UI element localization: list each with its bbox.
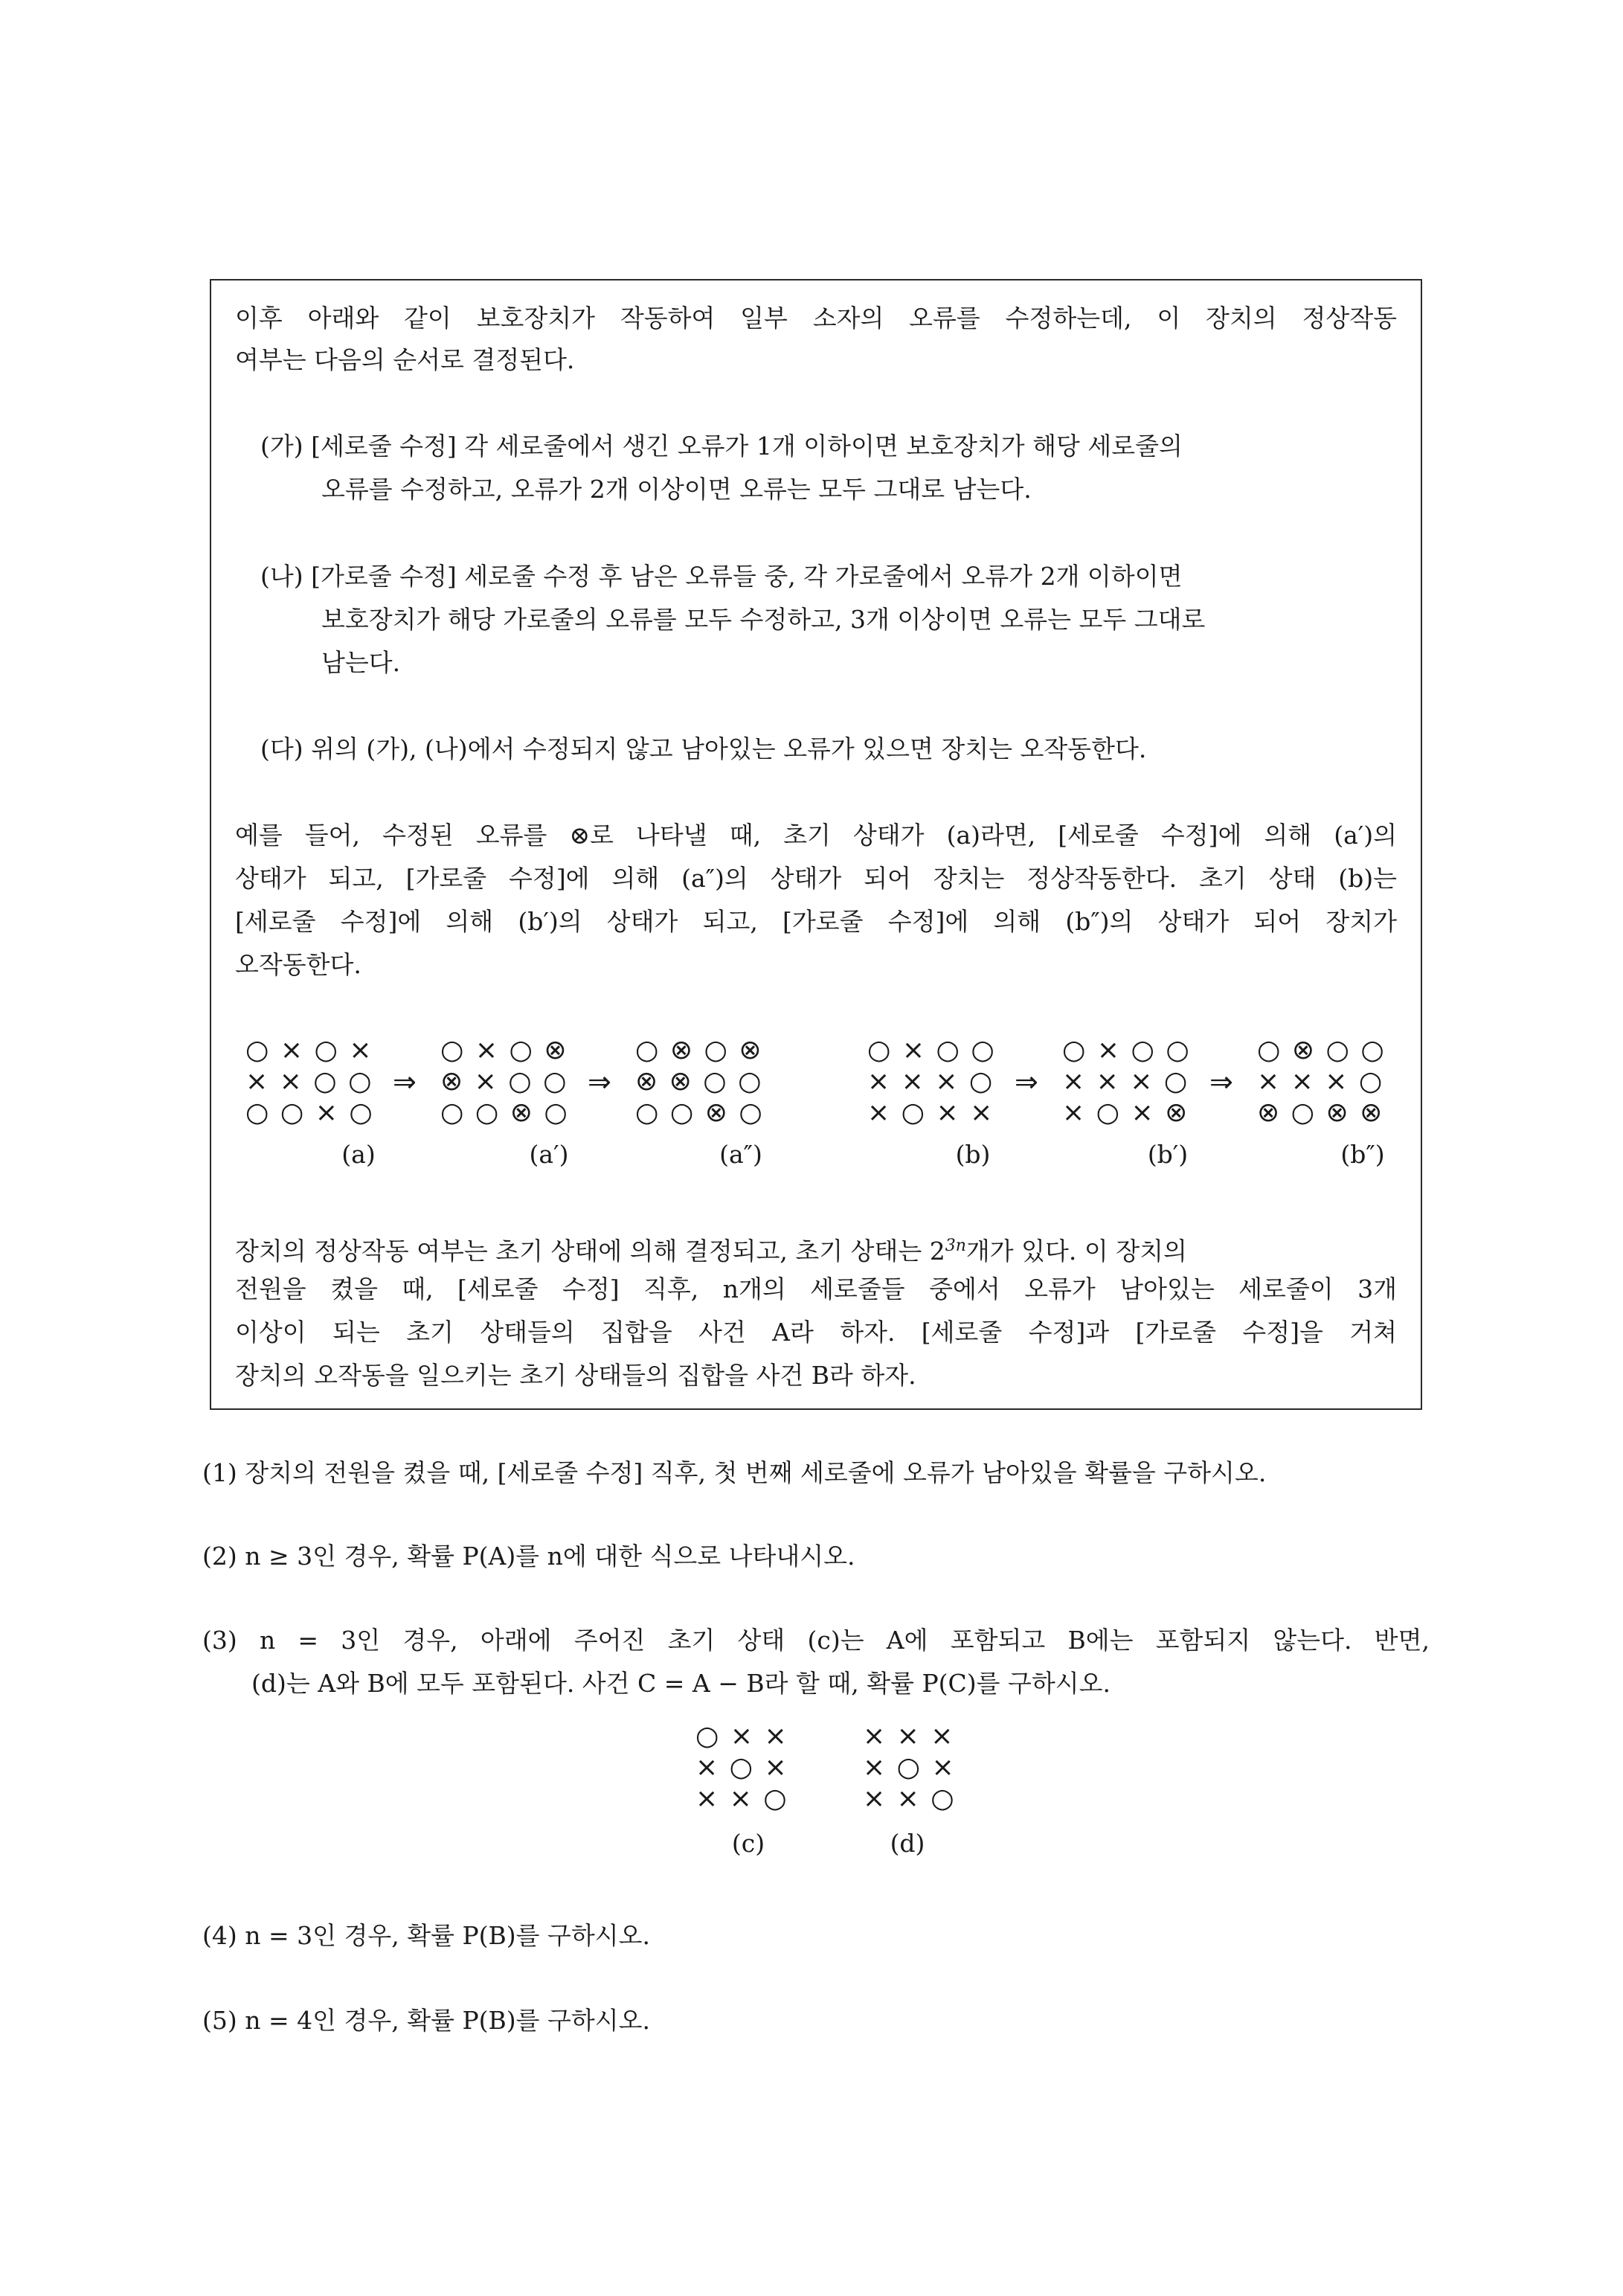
question-3-line-1: (3) n = 3인 경우, 아래에 주어진 초기 상태 (c)는 A에 포함되고 B에는 포함되지 않는다. 반면, [202,1626,1430,1655]
rule-da-line: (다) 위의 (가), (나)에서 수정되지 않고 남아있는 오류가 있으면 장치는 오작동한다. [260,734,1147,763]
question-4: (4) n = 3인 경우, 확률 P(B)를 구하시오. [202,1921,651,1950]
grid-a2-row-3: ○ ○ ⊗ ○ [635,1097,764,1128]
label-d: (d) [890,1829,925,1858]
rule-na-line-2: 보호장치가 해당 가로줄의 오류를 모두 수정하고, 3개 이상이면 오류는 모두 그대로 [321,605,1206,634]
grid-b1-row-3: × ○ × ⊗ [1062,1097,1189,1128]
question-5: (5) n = 4인 경우, 확률 P(B)를 구하시오. [202,2006,651,2035]
grid-b1-row-2: × × × ○ [1062,1066,1189,1097]
definition-line-1-pre: 장치의 정상작동 여부는 초기 상태에 의해 결정되고, 초기 상태는 $2^{3n}$개가 있다. 이 장치의 [235,1237,1187,1266]
exponent-3n: 3n [945,1237,966,1255]
example-line-3: [세로줄 수정]에 의해 (b′)의 상태가 되고, [가로줄 수정]에 의해 (b″)의 상태가 되어 장치가 [235,907,1397,936]
arrow-a1-to-a2: ⇒ [588,1065,611,1098]
grid-b2-row-1: ○ ⊗ ○ ○ [1257,1035,1386,1065]
grid-b2-row-2: × × × ○ [1257,1066,1384,1097]
definition-line-4: 장치의 오작동을 일으키는 초기 상태들의 집합을 사건 B라 하자. [235,1361,916,1390]
definition-line-3: 이상이 되는 초기 상태들의 집합을 사건 A라 하자. [세로줄 수정]과 [가로줄 수정]을 거쳐 [235,1318,1397,1347]
grid-b-row-2: × × × ○ [867,1066,994,1097]
grid-c-row-3: × × ○ [695,1783,788,1814]
rule-na-line-1: (나) [가로줄 수정] 세로줄 수정 후 남은 오류들 중, 각 가로줄에서 오류가 2개 이하이면 [260,562,1183,591]
rule-na-line-3: 남는다. [321,648,401,677]
grid-b1-row-1: ○ × ○ ○ [1062,1035,1191,1065]
grid-a1-row-3: ○ ○ ⊗ ○ [440,1097,569,1128]
grid-b-row-3: × ○ × × [867,1097,994,1128]
label-a1: (a′) [529,1140,569,1169]
question-2: (2) n ≥ 3인 경우, 확률 P(A)를 n에 대한 식으로 나타내시오. [202,1542,855,1571]
rule-ga-line-1: (가) [세로줄 수정] 각 세로줄에서 생긴 오류가 1개 이하이면 보호장치가 해당 세로줄의 [260,432,1183,461]
grid-a2-row-2: ⊗ ⊗ ○ ○ [635,1066,763,1097]
arrow-b1-to-b2: ⇒ [1209,1065,1233,1098]
intro-line-1: 이후 아래와 같이 보호장치가 작동하여 일부 소자의 오류를 수정하는데, 이 장치의 정상작동 [235,304,1397,333]
definition-line-2: 전원을 켰을 때, [세로줄 수정] 직후, n개의 세로줄들 중에서 오류가 남아있는 세로줄이 3개 [235,1274,1397,1303]
label-a: (a) [341,1140,376,1169]
grid-a-row-2: × × ○ ○ [245,1066,373,1097]
example-line-4: 오작동한다. [235,950,361,979]
arrow-a-to-a1: ⇒ [393,1065,417,1098]
label-b1: (b′) [1147,1140,1189,1169]
example-line-2: 상태가 되고, [가로줄 수정]에 의해 (a″)의 상태가 되어 장치는 정상작동한다. 초기 상태 (b)는 [235,864,1397,893]
label-a2: (a″) [719,1140,762,1169]
grid-d-row-3: × × ○ [863,1783,956,1814]
rule-ga-line-2: 오류를 수정하고, 오류가 2개 이상이면 오류는 모두 그대로 남는다. [321,475,1032,504]
grid-b-row-1: ○ × ○ ○ [867,1035,996,1065]
grid-a-row-1: ○ × ○ × [245,1035,373,1065]
question-3-line-2: (d)는 A와 B에 모두 포함된다. 사건 C = A − B라 할 때, 확률 P(C)를 구하시오. [251,1669,1111,1698]
grid-a2-row-1: ○ ⊗ ○ ⊗ [635,1035,763,1065]
grid-a-row-3: ○ ○ × ○ [245,1097,374,1128]
definition-line-1 [235,1231,1397,1266]
intro-line-2: 여부는 다음의 순서로 결정된다. [235,345,575,374]
example-line-1: 예를 들어, 수정된 오류를 ⊗로 나타낼 때, 초기 상태가 (a)라면, [세로줄 수정]에 의해 (a′)의 [235,821,1397,850]
grid-a1-row-1: ○ × ○ ⊗ [440,1035,568,1065]
label-b: (b) [955,1140,991,1169]
grid-d-row-1: × × × [863,1721,955,1751]
question-1: (1) 장치의 전원을 켰을 때, [세로줄 수정] 직후, 첫 번째 세로줄에 오류가 남아있을 확률을 구하시오. [202,1458,1267,1487]
arrow-b-to-b1: ⇒ [1015,1065,1038,1098]
grid-a1-row-2: ⊗ × ○ ○ [440,1066,568,1097]
grid-c-row-2: × ○ × [695,1752,788,1783]
label-c: (c) [731,1829,765,1858]
grid-b2-row-3: ⊗ ○ ⊗ ⊗ [1257,1097,1384,1128]
grid-c-row-1: ○ × × [695,1721,788,1751]
grid-d-row-2: × ○ × [863,1752,956,1783]
label-b2: (b″) [1340,1140,1385,1169]
